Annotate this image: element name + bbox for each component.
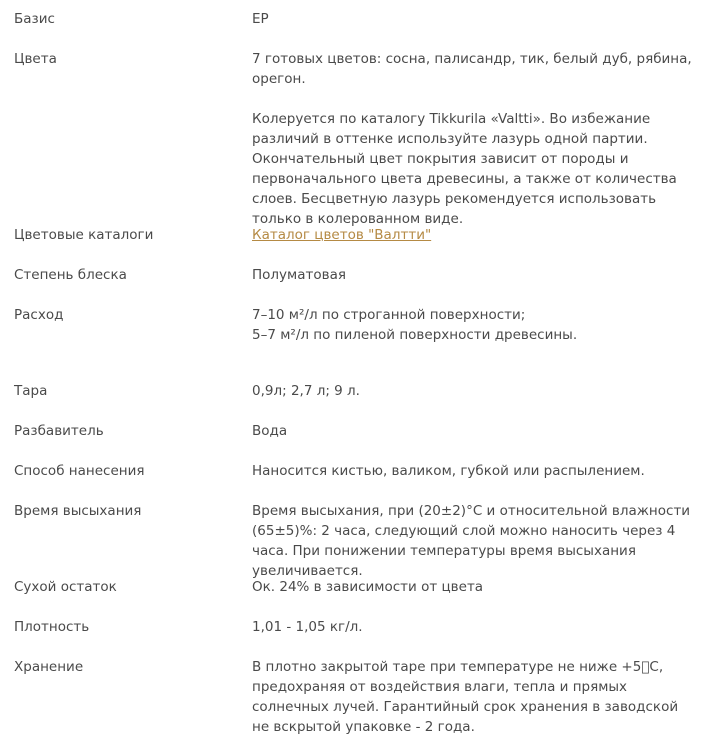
spec-label: Цвета	[14, 51, 57, 67]
spec-value-text: 1,01 - 1,05 кг/л.	[252, 619, 363, 635]
spec-value-text: Время высыхания, при (20±2)°C и относительной влажности (65±5)%: 2 часа, следующий слой можно наносить через 4 часа. При понижении температуры время высыхания увеличивается.	[252, 503, 691, 579]
spec-label: Базис	[14, 11, 55, 27]
spec-value-text: Колеруется по каталогу Tikkurila «Valtti». Во избежание различий в оттенке используйте лазурь одной партии. Окончательный цвет покрытия зависит от породы и первоначального цвета древесины, а также от количества слоев. Бесцветную лазурь рекомендуется использовать только в колерованном виде.	[252, 111, 677, 227]
spec-value-text: 7 готовых цветов: сосна, палисандр, тик, белый дуб, рябина, орегон.	[252, 51, 692, 87]
spec-value-text: ЕР	[252, 11, 269, 27]
spec-label: Цветовые каталоги	[14, 227, 154, 243]
spec-label: Время высыхания	[14, 503, 142, 519]
color-catalog-link[interactable]: Каталог цветов "Валтти"	[252, 227, 432, 243]
spec-value	[252, 265, 692, 285]
spec-label: Плотность	[14, 619, 90, 635]
spec-value	[252, 617, 692, 637]
spec-value	[252, 421, 692, 441]
spec-value	[252, 577, 692, 597]
spec-value	[252, 49, 692, 229]
spec-value-text: Полуматовая	[252, 267, 346, 283]
spec-value	[252, 305, 692, 345]
spec-label: Сухой остаток	[14, 579, 117, 595]
spec-value	[252, 501, 692, 581]
spec-value	[252, 461, 692, 481]
spec-value-text: 0,9л; 2,7 л; 9 л.	[252, 383, 360, 399]
spec-label: Расход	[14, 307, 64, 323]
spec-value-text: Наносится кистью, валиком, губкой или распылением.	[252, 463, 645, 479]
spec-value-text: Вода	[252, 423, 288, 439]
spec-value-text: В плотно закрытой таре при температуре не ниже +5⃞С, предохраняя от воздействия влаги, тепла и прямых солнечных лучей. Гарантийный срок хранения в заводской не вскрытой упаковке - 2 года.	[252, 659, 679, 735]
spec-label: Хранение	[14, 659, 84, 675]
spec-value	[252, 381, 692, 401]
spec-label: Разбавитель	[14, 423, 104, 439]
spec-value	[252, 225, 692, 245]
spec-value	[252, 657, 692, 737]
spec-value-text: 5–7 м²/л по пиленой поверхности древесины.	[252, 327, 578, 343]
spec-value	[252, 9, 692, 29]
spec-label: Способ нанесения	[14, 463, 145, 479]
spec-label: Степень блеска	[14, 267, 127, 283]
spec-value-text: 7–10 м²/л по строганной поверхности;	[252, 307, 526, 323]
spec-label: Тара	[14, 383, 48, 399]
spec-value-text: Ок. 24% в зависимости от цвета	[252, 579, 484, 595]
